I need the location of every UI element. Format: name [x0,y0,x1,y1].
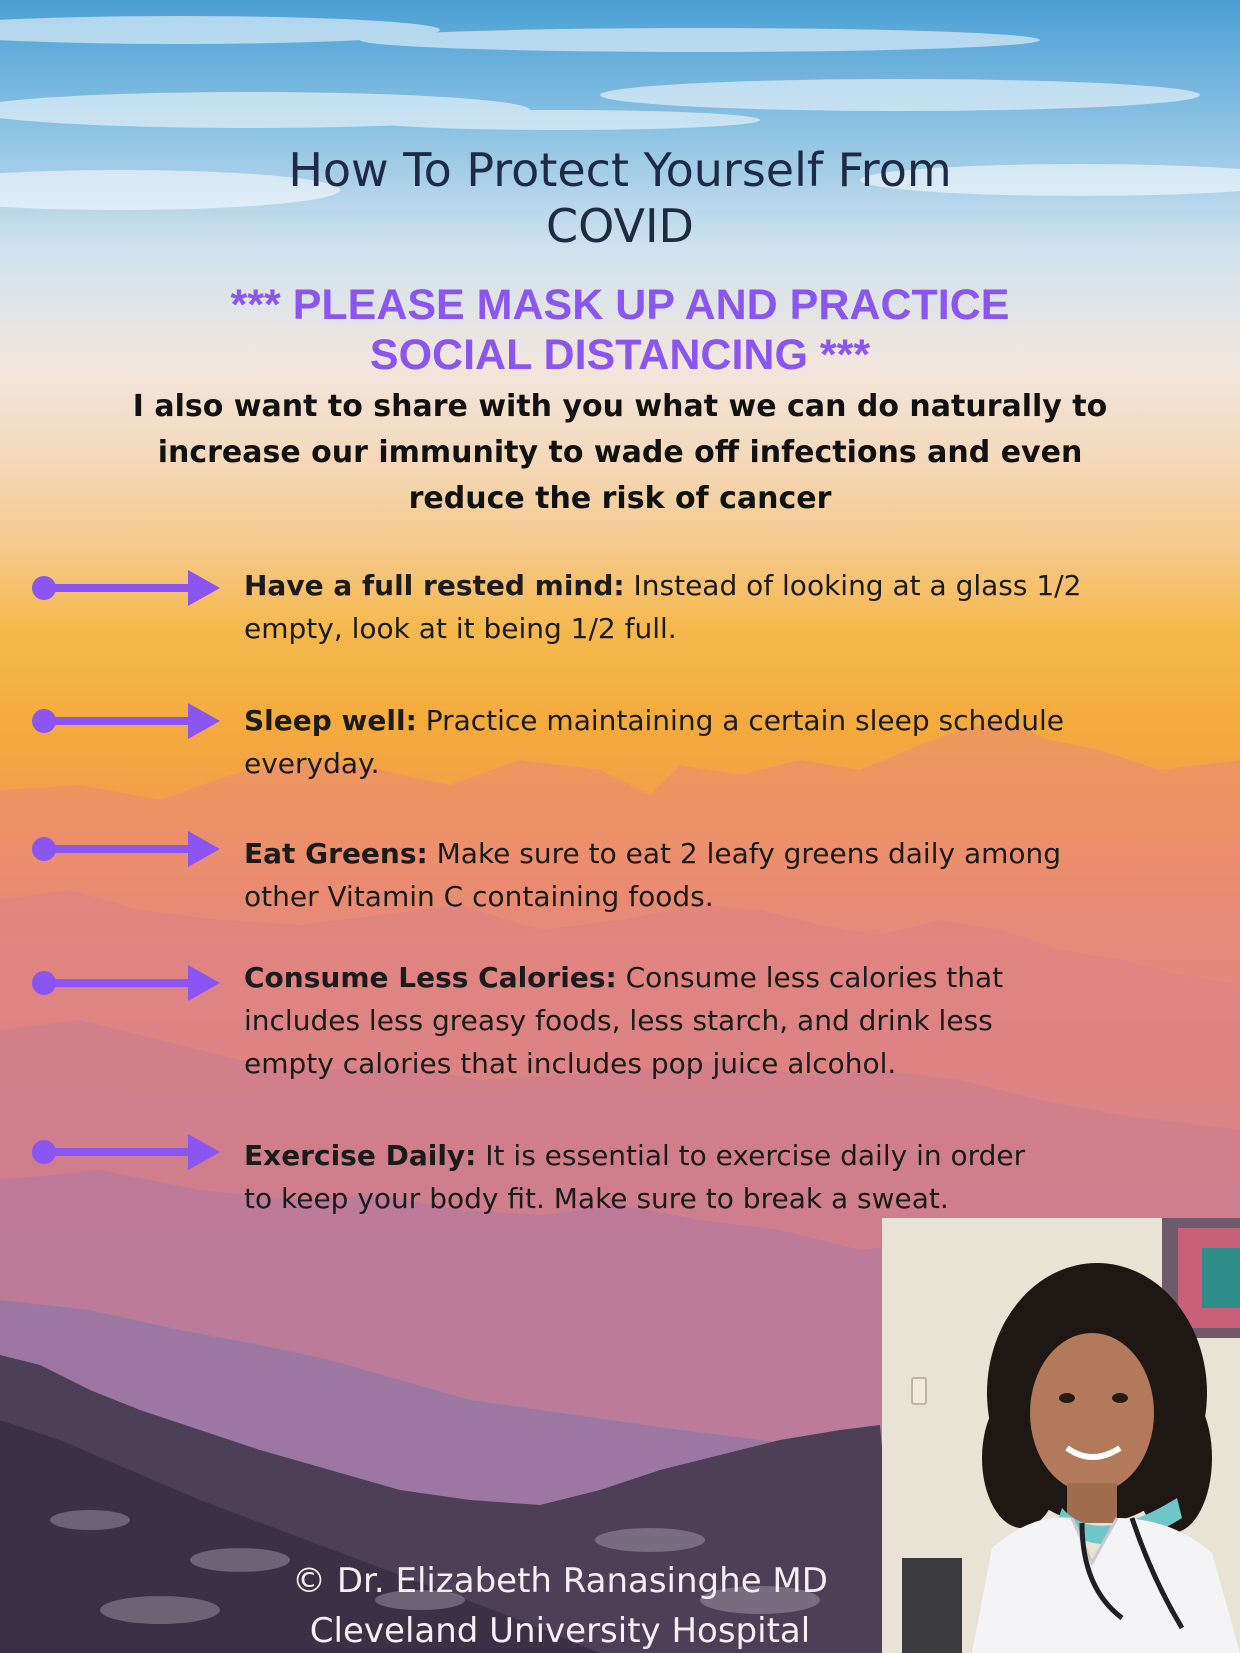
tip-text [244,1134,1094,1220]
tip-line: to keep your body fit. Make sure to break a sweat. [244,1182,949,1215]
arrow-right-icon [30,1132,220,1172]
arrow-right-icon [30,963,220,1003]
tip-line: Practice maintaining a certain sleep schedule [416,704,1064,737]
tip-label: Consume Less Calories: [244,961,617,994]
mask-slogan [0,280,1240,380]
tip-line: includes less greasy foods, less starch, and drink less [244,1004,993,1037]
doctor-photo [882,1218,1240,1653]
title-line-2: COVID [546,199,694,253]
tip-label: Sleep well: [244,704,417,737]
tip-text [244,699,1094,785]
page-title [0,142,1240,254]
tip-line: empty calories that includes pop juice alcohol. [244,1047,897,1080]
tip-label: Exercise Daily: [244,1139,477,1172]
intro-text [100,384,1140,522]
intro-line-3: reduce the risk of cancer [408,481,832,516]
copyright-footer [200,1556,920,1653]
arrow-right-icon [30,568,220,608]
tip-text [244,956,1094,1085]
tip-label: Have a full rested mind: [244,569,625,602]
intro-line-1: I also want to share with you what we can do naturally to [132,389,1108,424]
slogan-line-2: SOCIAL DISTANCING *** [369,331,871,379]
tip-line: It is essential to exercise daily in order [476,1139,1026,1172]
title-line-1: How To Protect Yourself From [288,143,952,197]
tip-label: Eat Greens: [244,837,428,870]
arrow-right-icon [30,829,220,869]
intro-line-2: increase our immunity to wade off infections and even [157,435,1083,470]
tip-line: Make sure to eat 2 leafy greens daily among [427,837,1062,870]
footer-line-1: © Dr. Elizabeth Ranasinghe MD [292,1561,828,1601]
tip-text [244,832,1094,918]
tip-line: empty, look at it being 1/2 full. [244,612,677,645]
tip-line: everyday. [244,747,380,780]
tip-text [244,564,1094,650]
tip-line: Consume less calories that [616,961,1004,994]
doctor-portrait-illustration [882,1218,1240,1653]
arrow-right-icon [30,701,220,741]
tip-line: Instead of looking at a glass 1/2 [624,569,1082,602]
footer-line-2: Cleveland University Hospital [309,1611,811,1651]
slogan-line-1: *** PLEASE MASK UP AND PRACTICE [230,281,1010,329]
tip-line: other Vitamin C containing foods. [244,880,714,913]
